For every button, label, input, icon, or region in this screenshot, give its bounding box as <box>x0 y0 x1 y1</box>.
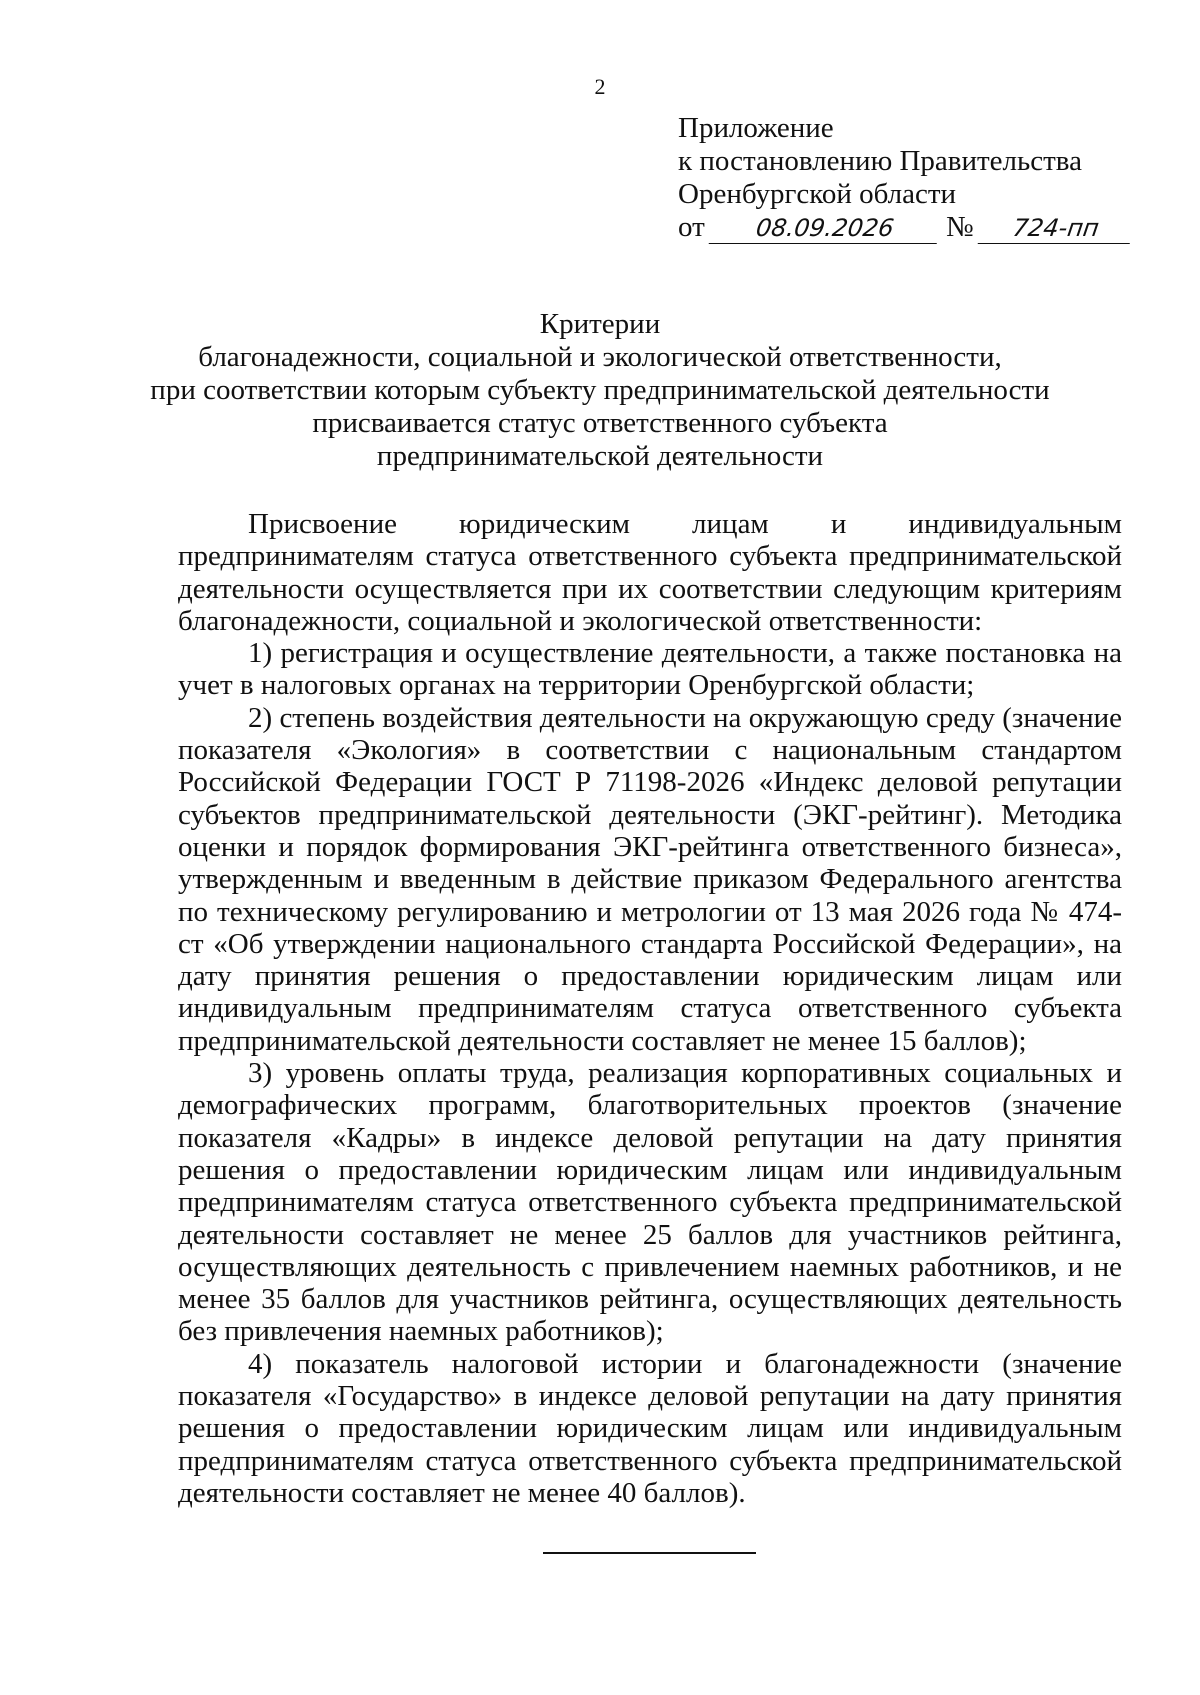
document-title <box>0 308 1200 473</box>
page-number: 2 <box>594 74 606 99</box>
annex-region-line: Оренбургской области <box>678 178 957 210</box>
annex-resolution-line: к постановлению Правительства <box>678 145 1082 177</box>
annex-title: Приложение <box>678 112 834 144</box>
title-line-5: предпринимательской деятельности <box>376 440 824 472</box>
handwritten-number: 724-пп <box>977 211 1134 244</box>
handwritten-date: 08.09.2026 <box>708 211 941 244</box>
annex-block <box>678 112 1158 244</box>
document-body <box>178 508 1122 1509</box>
title-line-3: при соответствии которым субъекту предпринимательской деятельности <box>150 374 1050 406</box>
criterion-1: 1) регистрация и осуществление деятельности, а также постановка на учет в налоговых органах на территории Оренбургской области; <box>178 637 1122 702</box>
date-prefix: от <box>678 211 705 243</box>
criterion-3: 3) уровень оплаты труда, реализация корпоративных социальных и демографических программ, благотворительных проектов (значение показателя «Кадры» в индексе деловой репутации на дату принятия решения о предоставлении юридическим лицам или индивидуальным предпринимателям статуса ответственного субъекта предпринимательской деятельности составляет не менее 25 баллов для участников рейтинга, осуществляющих деятельность с привлечением наемных работников, и не менее 35 баллов для участников рейтинга, осуществляющих деятельность без привлечения наемных работников); <box>178 1057 1122 1348</box>
criterion-4: 4) показатель налоговой истории и благонадежности (значение показателя «Государство» в индексе деловой репутации на дату принятия решения о предоставлении юридическим лицам или индивидуальным предпринимателям статуса ответственного субъекта предпринимательской деятельности составляет не менее 40 баллов). <box>178 1347 1122 1509</box>
annex-date-number-line <box>678 211 1158 244</box>
title-line-1: Критерии <box>539 308 661 340</box>
title-line-2: благонадежности, социальной и экологической ответственности, <box>198 341 1002 373</box>
closing-divider <box>543 1552 756 1554</box>
criterion-2: 2) степень воздействия деятельности на окружающую среду (значение показателя «Экология» в соответствии с национальным стандартом Российской Федерации ГОСТ Р 71198-2026 «Индекс деловой репутации субъектов предпринимательской деятельности (ЭКГ-рейтинг). Методика оценки и порядок формирования ЭКГ-рейтинга ответственного бизнеса», утвержденным и введенным в действие приказом Федерального агентства по техническому регулированию и метрологии от 13 мая 2026 года № 474-ст «Об утверждении национального стандарта Российской Федерации», на дату принятия решения о предоставлении юридическим лицам или индивидуальным предпринимателям статуса ответственного субъекта предпринимательской деятельности составляет не менее 15 баллов); <box>178 701 1122 1057</box>
title-line-4: присваивается статус ответственного субъекта <box>312 407 888 439</box>
number-prefix: № <box>946 211 974 243</box>
intro-paragraph: Присвоение юридическим лицам и индивидуальным предпринимателям статуса ответственного субъекта предпринимательской деятельности осуществляется при их соответствии следующим критериям благонадежности, социальной и экологической ответственности: <box>178 508 1122 637</box>
